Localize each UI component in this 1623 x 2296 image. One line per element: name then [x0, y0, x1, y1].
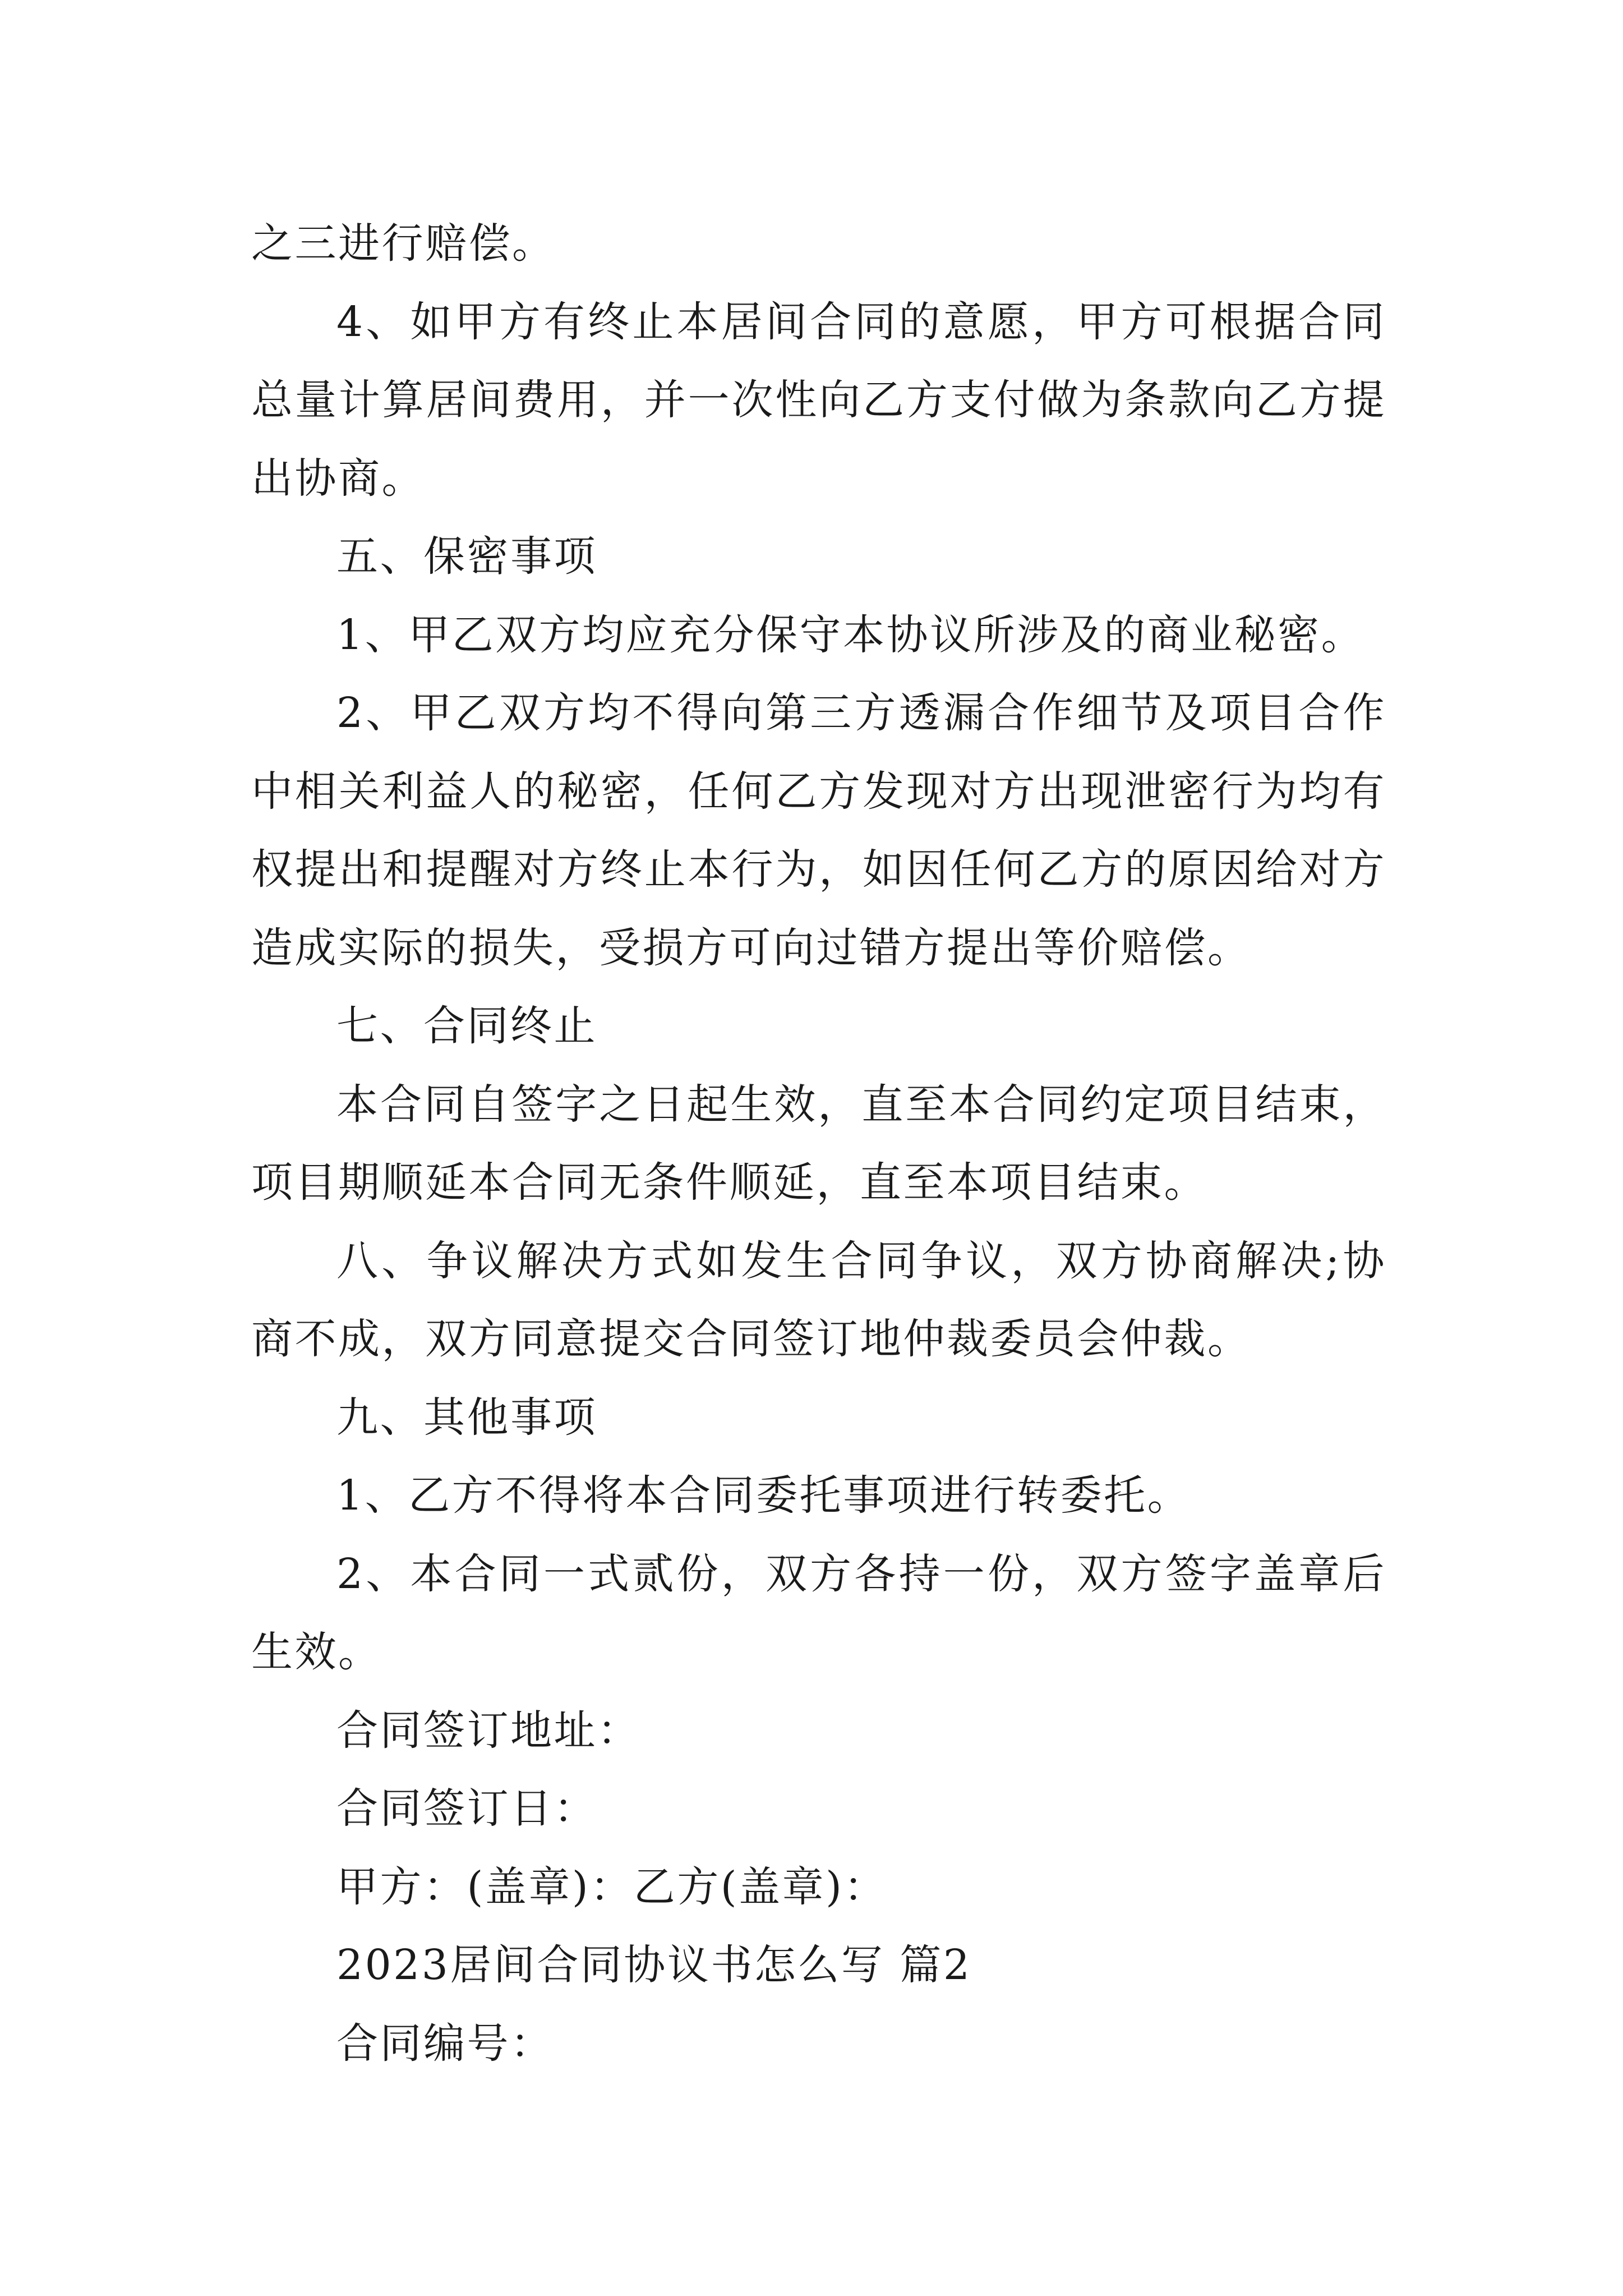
- paragraph-other-2: 2、本合同一式贰份，双方各持一份，双方签字盖章后生效。: [251, 1549, 1386, 1676]
- field-signing-date: 合同签订日：: [336, 1784, 597, 1833]
- paragraph-confidentiality-1: 1、甲乙双方均应充分保守本协议所涉及的商业秘密。: [336, 610, 1365, 659]
- paragraph-confidentiality-2: 2、甲乙双方均不得向第三方透漏合作细节及项目合作中相关利益人的秘密，任何乙方发现对方出现泄密行为均有权提出和提醒对方终止本行为，如因任何乙方的原因给对方造成实际的损失，受损方可向过错方提出等价赔偿。: [251, 689, 1386, 972]
- paragraph-clause-4-termination-wish: 4、如甲方有终止本居间合同的意愿，甲方可根据合同总量计算居间费用，并一次性向乙方支付做为条款向乙方提出协商。: [251, 297, 1386, 503]
- paragraph-other-1: 1、乙方不得将本合同委托事项进行转委托。: [336, 1471, 1191, 1520]
- document-section-title-2: 2023居间合同协议书怎么写 篇2: [336, 1941, 972, 1989]
- section-heading-confidentiality: 五、保密事项: [336, 532, 597, 581]
- field-signing-address: 合同签订地址：: [336, 1706, 641, 1755]
- field-party-seals: 甲方：(盖章)：乙方(盖章)：: [336, 1862, 887, 1911]
- paragraph-dispute-resolution: 八、争议解决方式如发生合同争议，双方协商解决;协商不成，双方同意提交合同签订地仲裁委员会仲裁。: [251, 1236, 1386, 1363]
- document-body: [251, 205, 1386, 2083]
- section-heading-contract-termination: 七、合同终止: [336, 1002, 597, 1050]
- paragraph-compensation-tail: 之三进行赔偿。: [251, 219, 556, 268]
- field-contract-number: 合同编号：: [336, 2019, 554, 2068]
- paragraph-contract-effective: 本合同自签字之日起生效，直至本合同约定项目结束，项目期顺延本合同无条件顺延，直至本项目结束。: [251, 1080, 1386, 1207]
- section-heading-other-matters: 九、其他事项: [336, 1393, 597, 1442]
